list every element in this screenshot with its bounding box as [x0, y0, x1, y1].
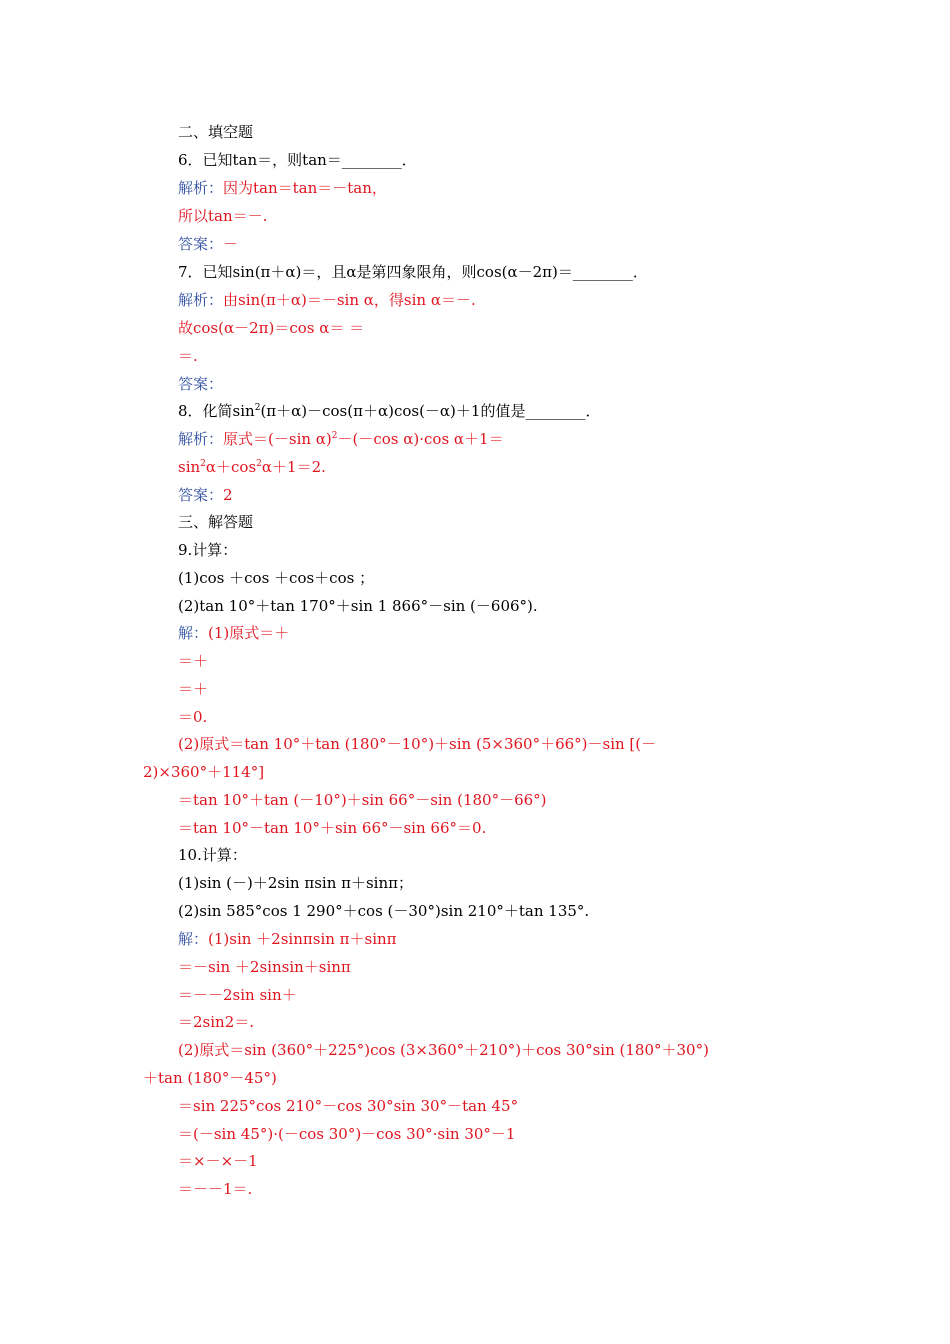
- q10-solution-line-1: 解：(1)sin ＋2sinπsin π＋sinπ: [178, 930, 397, 948]
- q6-analysis-line-1: 解析：因为tan＝tan＝－tan，: [178, 179, 387, 197]
- q6-answer: 答案：－: [178, 235, 239, 253]
- q9-part-2: (2)tan 10°＋tan 170°＋sin 1 866°－sin (－606°).: [178, 597, 538, 615]
- q10-solution-line-8: ＝(－sin 45°)·(－cos 30°)－cos 30°·sin 30°－1: [178, 1125, 516, 1143]
- question-10: 10.计算：: [178, 846, 247, 864]
- question-8: 8．化简$\sin^2(\pi+\alpha)-\cos(\pi+\alpha)\cos(-\alpha)+1$的值是________．: [178, 402, 601, 420]
- question-7: 7．已知sin(π＋α)＝，且α是第四象限角，则cos(α－2π)＝________．: [178, 263, 648, 281]
- question-6: 6．已知tan＝，则tan＝________．: [178, 151, 417, 169]
- q9-solution-line-3: ＝＋: [178, 680, 209, 698]
- q9-solution-line-1: 解：(1)原式＝＋: [178, 624, 290, 642]
- q9-solution-line-5: (2)原式＝tan 10°＋tan (180°－10°)＋sin (5×360°＋66°)－sin [(－: [178, 735, 657, 753]
- q9-solution-line-7: ＝tan 10°＋tan (－10°)＋sin 66°－sin (180°－66°): [178, 791, 547, 809]
- solution-label: 解：: [178, 624, 209, 642]
- q9-solution-line-2: ＝＋: [178, 652, 209, 670]
- q10-solution-line-10: ＝－－1＝.: [178, 1180, 253, 1198]
- q7-answer: [178, 374, 223, 394]
- section-heading-fill-in: 二、填空题: [178, 123, 254, 141]
- q9-part-1: (1)cos ＋cos ＋cos＋cos ；: [178, 569, 375, 587]
- answer-label: 答案：: [178, 375, 224, 393]
- q10-solution-line-7: ＝sin 225°cos 210°－cos 30°sin 30°－tan 45°: [178, 1097, 519, 1115]
- solution-label: 解：: [178, 930, 209, 948]
- question-9: 9.计算：: [178, 541, 238, 559]
- q8-answer: 答案：2: [178, 486, 233, 504]
- q9-solution-line-8: ＝tan 10°－tan 10°＋sin 66°－sin 66°＝0.: [178, 819, 487, 837]
- q10-part-2: (2)sin 585°cos 1 290°＋cos (－30°)sin 210°＋tan 135°.: [178, 902, 590, 920]
- analysis-label: 解析：: [178, 291, 224, 309]
- q10-solution-line-9: ＝×－×－1: [178, 1152, 258, 1170]
- answer-label: 答案：: [178, 486, 224, 504]
- q10-solution-line-5: (2)原式＝sin (360°＋225°)cos (3×360°＋210°)＋cos 30°sin (180°＋30°): [178, 1041, 709, 1059]
- q8-analysis-line-1: 解析：原式＝(－sin α)$^2$－(－cos α)·cos α＋1＝: [178, 430, 504, 448]
- q8-analysis-line-2: $\sin^2\alpha+\cos^2\alpha+1=2$.: [178, 458, 326, 476]
- q6-analysis-line-2: 所以tan＝－.: [178, 207, 268, 225]
- answer-label: 答案：: [178, 235, 224, 253]
- analysis-label: 解析：: [178, 430, 224, 448]
- section-heading-solve: 三、解答题: [178, 513, 254, 531]
- analysis-label: 解析：: [178, 179, 224, 197]
- q9-solution-line-4: ＝0.: [178, 708, 208, 726]
- q10-part-1: (1)sin (－)＋2sin πsin π＋sinπ；: [178, 874, 413, 892]
- q10-solution-line-3: ＝－－2sin sin＋: [178, 986, 297, 1004]
- q10-solution-line-6: ＋tan (180°－45°): [143, 1069, 277, 1087]
- q7-analysis-line-3: ＝.: [178, 347, 198, 365]
- q7-analysis-line-1: 解析：由sin(π＋α)＝－sin α，得sin α＝－.: [178, 291, 476, 309]
- q7-analysis-line-2: 故cos(α－2π)＝cos α＝ ＝: [178, 319, 365, 337]
- q10-solution-line-2: ＝－sin ＋2sinsin＋sinπ: [178, 958, 351, 976]
- q10-solution-line-4: ＝2sin2＝.: [178, 1013, 255, 1031]
- q9-solution-line-6: 2)×360°＋114°]: [143, 763, 265, 781]
